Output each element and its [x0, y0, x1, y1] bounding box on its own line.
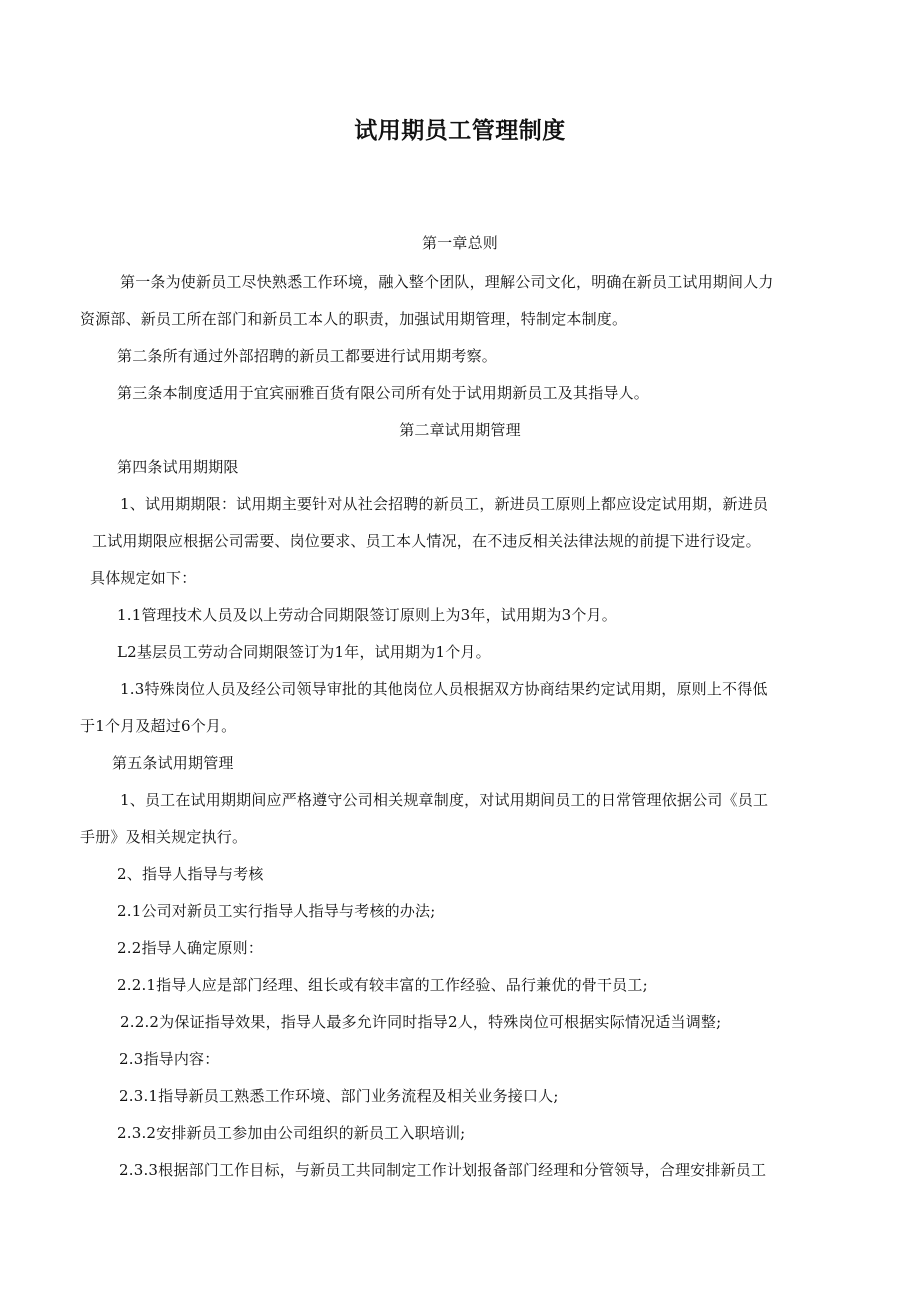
document-title: 试用期员工管理制度	[354, 118, 566, 144]
paragraph-line: 于1个月及超过6个月。	[80, 717, 237, 735]
paragraph-line: 资源部、新员工所在部门和新员工本人的职责，加强试用期管理，特制定本制度。	[80, 310, 628, 328]
paragraph-line: 1、员工在试用期期间应严格遵守公司相关规章制度，对试用期间员工的日常管理依据公司《员工	[120, 791, 769, 809]
paragraph-line: 第一条为使新员工尽快熟悉工作环境，融入整个团队，理解公司文化，明确在新员工试用期间人力	[120, 273, 774, 291]
paragraph-line: 1.3特殊岗位人员及经公司领导审批的其他岗位人员根据双方协商结果约定试用期，原则上不得低	[120, 680, 768, 698]
chapter-2-heading: 第二章试用期管理	[399, 421, 521, 439]
paragraph-line: L2基层员工劳动合同期限签订为1年，试用期为1个月。	[117, 643, 491, 661]
paragraph-line: 2.3.2安排新员工参加由公司组织的新员工入职培训;	[117, 1124, 466, 1142]
paragraph-line: 1.1管理技术人员及以上劳动合同期限签订原则上为3年，试用期为3个月。	[117, 606, 617, 624]
paragraph-line: 第二条所有通过外部招聘的新员工都要进行试用期考察。	[117, 347, 498, 365]
paragraph-line: 2.2指导人确定原则：	[117, 939, 264, 957]
paragraph-line: 具体规定如下：	[90, 569, 197, 587]
paragraph-line: 2、指导人指导与考核	[117, 865, 264, 883]
section-heading: 第四条试用期期限	[117, 458, 239, 476]
paragraph-line: 2.1公司对新员工实行指导人指导与考核的办法;	[117, 902, 436, 920]
paragraph-line: 工试用期限应根据公司需要、岗位要求、员工本人情况，在不违反相关法律法规的前提下进行设定。	[92, 532, 761, 550]
paragraph-line: 2.2.2为保证指导效果，指导人最多允许同时指导2人，特殊岗位可根据实际情况适当调整;	[120, 1013, 722, 1031]
paragraph-line: 2.3.3根据部门工作目标，与新员工共同制定工作计划报备部门经理和分管领导，合理安排新员工	[119, 1161, 767, 1179]
paragraph-line: 第三条本制度适用于宜宾丽雅百货有限公司所有处于试用期新员工及其指导人。	[117, 384, 650, 402]
paragraph-line: 手册》及相关规定执行。	[80, 828, 248, 846]
chapter-1-heading: 第一章总则	[421, 234, 498, 252]
paragraph-line: 2.3.1指导新员工熟悉工作环境、部门业务流程及相关业务接口人;	[119, 1087, 559, 1105]
paragraph-line: 1、试用期期限：试用期主要针对从社会招聘的新员工，新进员工原则上都应设定试用期，新进员	[120, 495, 769, 513]
paragraph-line: 2.3指导内容：	[119, 1050, 220, 1068]
paragraph-line: 2.2.1指导人应是部门经理、组长或有较丰富的工作经验、品行兼优的骨干员工;	[117, 976, 648, 994]
section-heading: 第五条试用期管理	[112, 754, 234, 772]
